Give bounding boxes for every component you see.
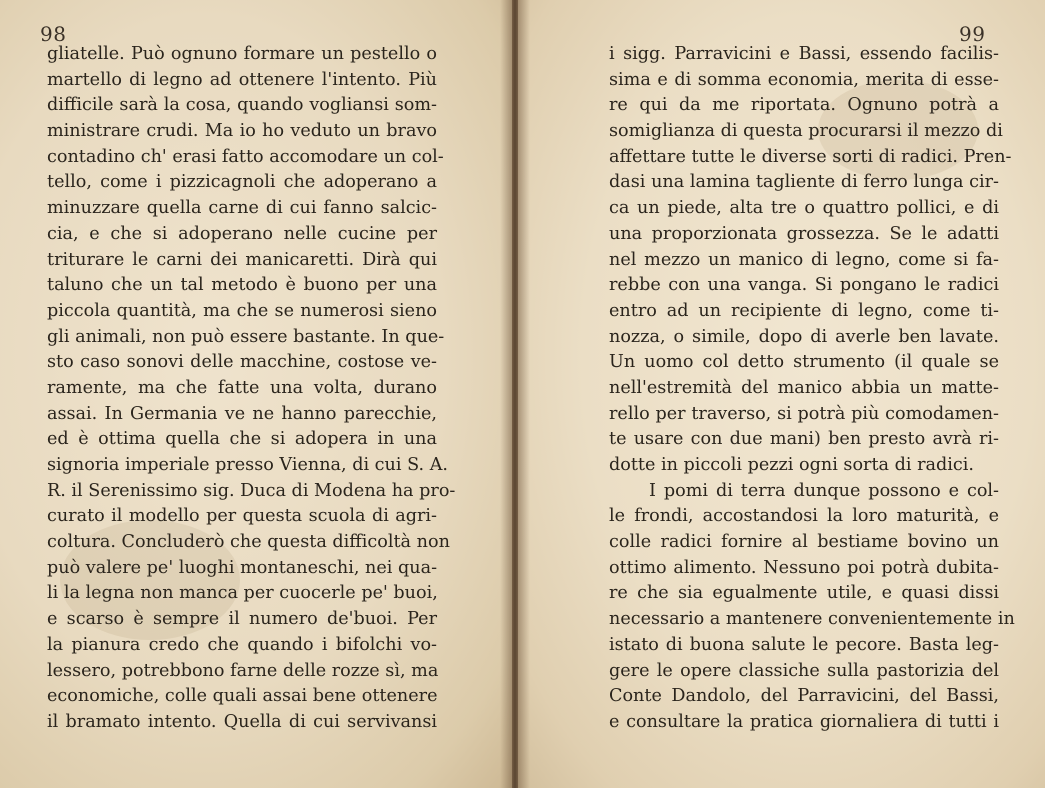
text-line: economiche, colle quali assai bene ottenere — [47, 686, 438, 707]
text-line: lessero, potrebbono farne delle rozze sì, ma — [47, 660, 439, 681]
text-line: taluno che un tal metodo è buono per una — [47, 275, 437, 296]
text-line: nell'estremità del manico abbia un matte- — [609, 377, 999, 398]
text-line: e consultare la pratica giornaliera di tutti i — [609, 711, 999, 732]
text-line: piccola quantità, ma che se numerosi sieno — [47, 300, 437, 321]
text-line: contadino ch' erasi fatto accomodare un col- — [47, 146, 444, 167]
text-line: istato di buona salute le pecore. Basta leg- — [609, 634, 999, 655]
page-number: 99 — [959, 22, 986, 46]
text-line: cia, e che si adoperano nelle cucine per — [47, 223, 437, 244]
text-line: signoria imperiale presso Vienna, di cui S. A. — [47, 455, 448, 475]
text-line: ca un piede, alta tre o quattro pollici, e di — [609, 198, 999, 219]
text-line: ministrare crudi. Ma io ho veduto un bravo — [47, 121, 437, 142]
text-line: curato il modello per questa scuola di agri- — [47, 506, 437, 527]
text-line: nel mezzo un manico di legno, come si fa- — [609, 249, 999, 270]
text-line: rello per traverso, si potrà più comodamen- — [609, 403, 999, 424]
text-line: sima e di somma economia, merita di esse- — [609, 69, 999, 90]
text-line: nozza, o simile, dopo di averle ben lavate. — [609, 326, 999, 347]
text-line: una proporzionata grossezza. Se le adatti — [609, 223, 999, 244]
text-line: minuzzare quella carne di cui fanno salcic- — [47, 198, 437, 219]
text-line: gere le opere classiche sulla pastorizia del — [609, 660, 999, 681]
text-line: gliatelle. Può ognuno formare un pestello o — [47, 44, 437, 64]
text-line: sto caso sonovi delle macchine, costose ve- — [47, 352, 437, 373]
text-line: entro ad un recipiente di legno, come ti- — [609, 300, 999, 321]
text-line: la pianura credo che quando i bifolchi vo- — [47, 634, 437, 655]
right-page — [518, 0, 1045, 788]
body-text — [609, 42, 1015, 736]
page-number: 98 — [40, 22, 67, 46]
text-line: triturare le carni dei manicaretti. Dirà qui — [47, 249, 437, 270]
text-line: te usare con due mani) ben presto avrà ri- — [609, 429, 999, 450]
text-line: ramente, ma che fatte una volta, durano — [47, 377, 437, 398]
text-line: tello, come i pizzicagnoli che adoperano a — [47, 172, 437, 193]
body-text — [47, 42, 456, 736]
text-line: gli animali, non può essere bastante. In que- — [47, 326, 445, 347]
text-line: somiglianza di questa procurarsi il mezzo di — [609, 121, 1003, 142]
text-line: i sigg. Parravicini e Bassi, essendo facilis- — [609, 44, 999, 64]
text-line: difficile sarà la cosa, quando vogliansi som- — [47, 95, 437, 116]
text-line: il bramato intento. Quella di cui servivansi — [47, 711, 437, 732]
text-line: ed è ottima quella che si adopera in una — [47, 429, 437, 450]
text-line: ottimo alimento. Nessuno poi potrà dubita- — [609, 557, 999, 578]
text-line: e scarso è sempre il numero de'buoi. Per — [47, 609, 437, 630]
book-gutter — [500, 0, 530, 788]
paragraph-start-line: I pomi di terra dunque possono e col- — [649, 480, 999, 501]
text-line: re che sia egualmente utile, e quasi dissi — [609, 583, 999, 604]
text-line: le frondi, accostandosi la loro maturità, e — [609, 506, 999, 527]
text-line: re qui da me riportata. Ognuno potrà a — [609, 95, 999, 116]
text-line: Un uomo col detto strumento (il quale se — [609, 352, 999, 373]
text-line: colle radici fornire al bestiame bovino un — [609, 532, 999, 553]
text-line: martello di legno ad ottenere l'intento. Più — [47, 69, 437, 90]
text-line: Conte Dandolo, del Parravicini, del Bassi, — [609, 686, 999, 707]
text-line: necessario a mantenere convenientemente in — [609, 609, 1015, 630]
text-line: assai. In Germania ve ne hanno parecchie, — [47, 403, 437, 424]
text-line: li la legna non manca per cuocerle pe' buoi, — [47, 583, 438, 604]
text-line: R. il Serenissimo sig. Duca di Modena ha pro- — [47, 480, 456, 501]
text-line: affettare tutte le diverse sorti di radici. Pren- — [609, 146, 1012, 167]
text-line: coltura. Concluderò che questa difficoltà non — [47, 532, 450, 553]
text-line: rebbe con una vanga. Si pongano le radici — [609, 275, 999, 296]
left-page — [0, 0, 512, 788]
text-line: dotte in piccoli pezzi ogni sorta di radici. — [609, 455, 974, 475]
text-line: può valere pe' luoghi montaneschi, nei qua- — [47, 557, 438, 578]
text-line: dasi una lamina tagliente di ferro lunga cir- — [609, 172, 999, 193]
